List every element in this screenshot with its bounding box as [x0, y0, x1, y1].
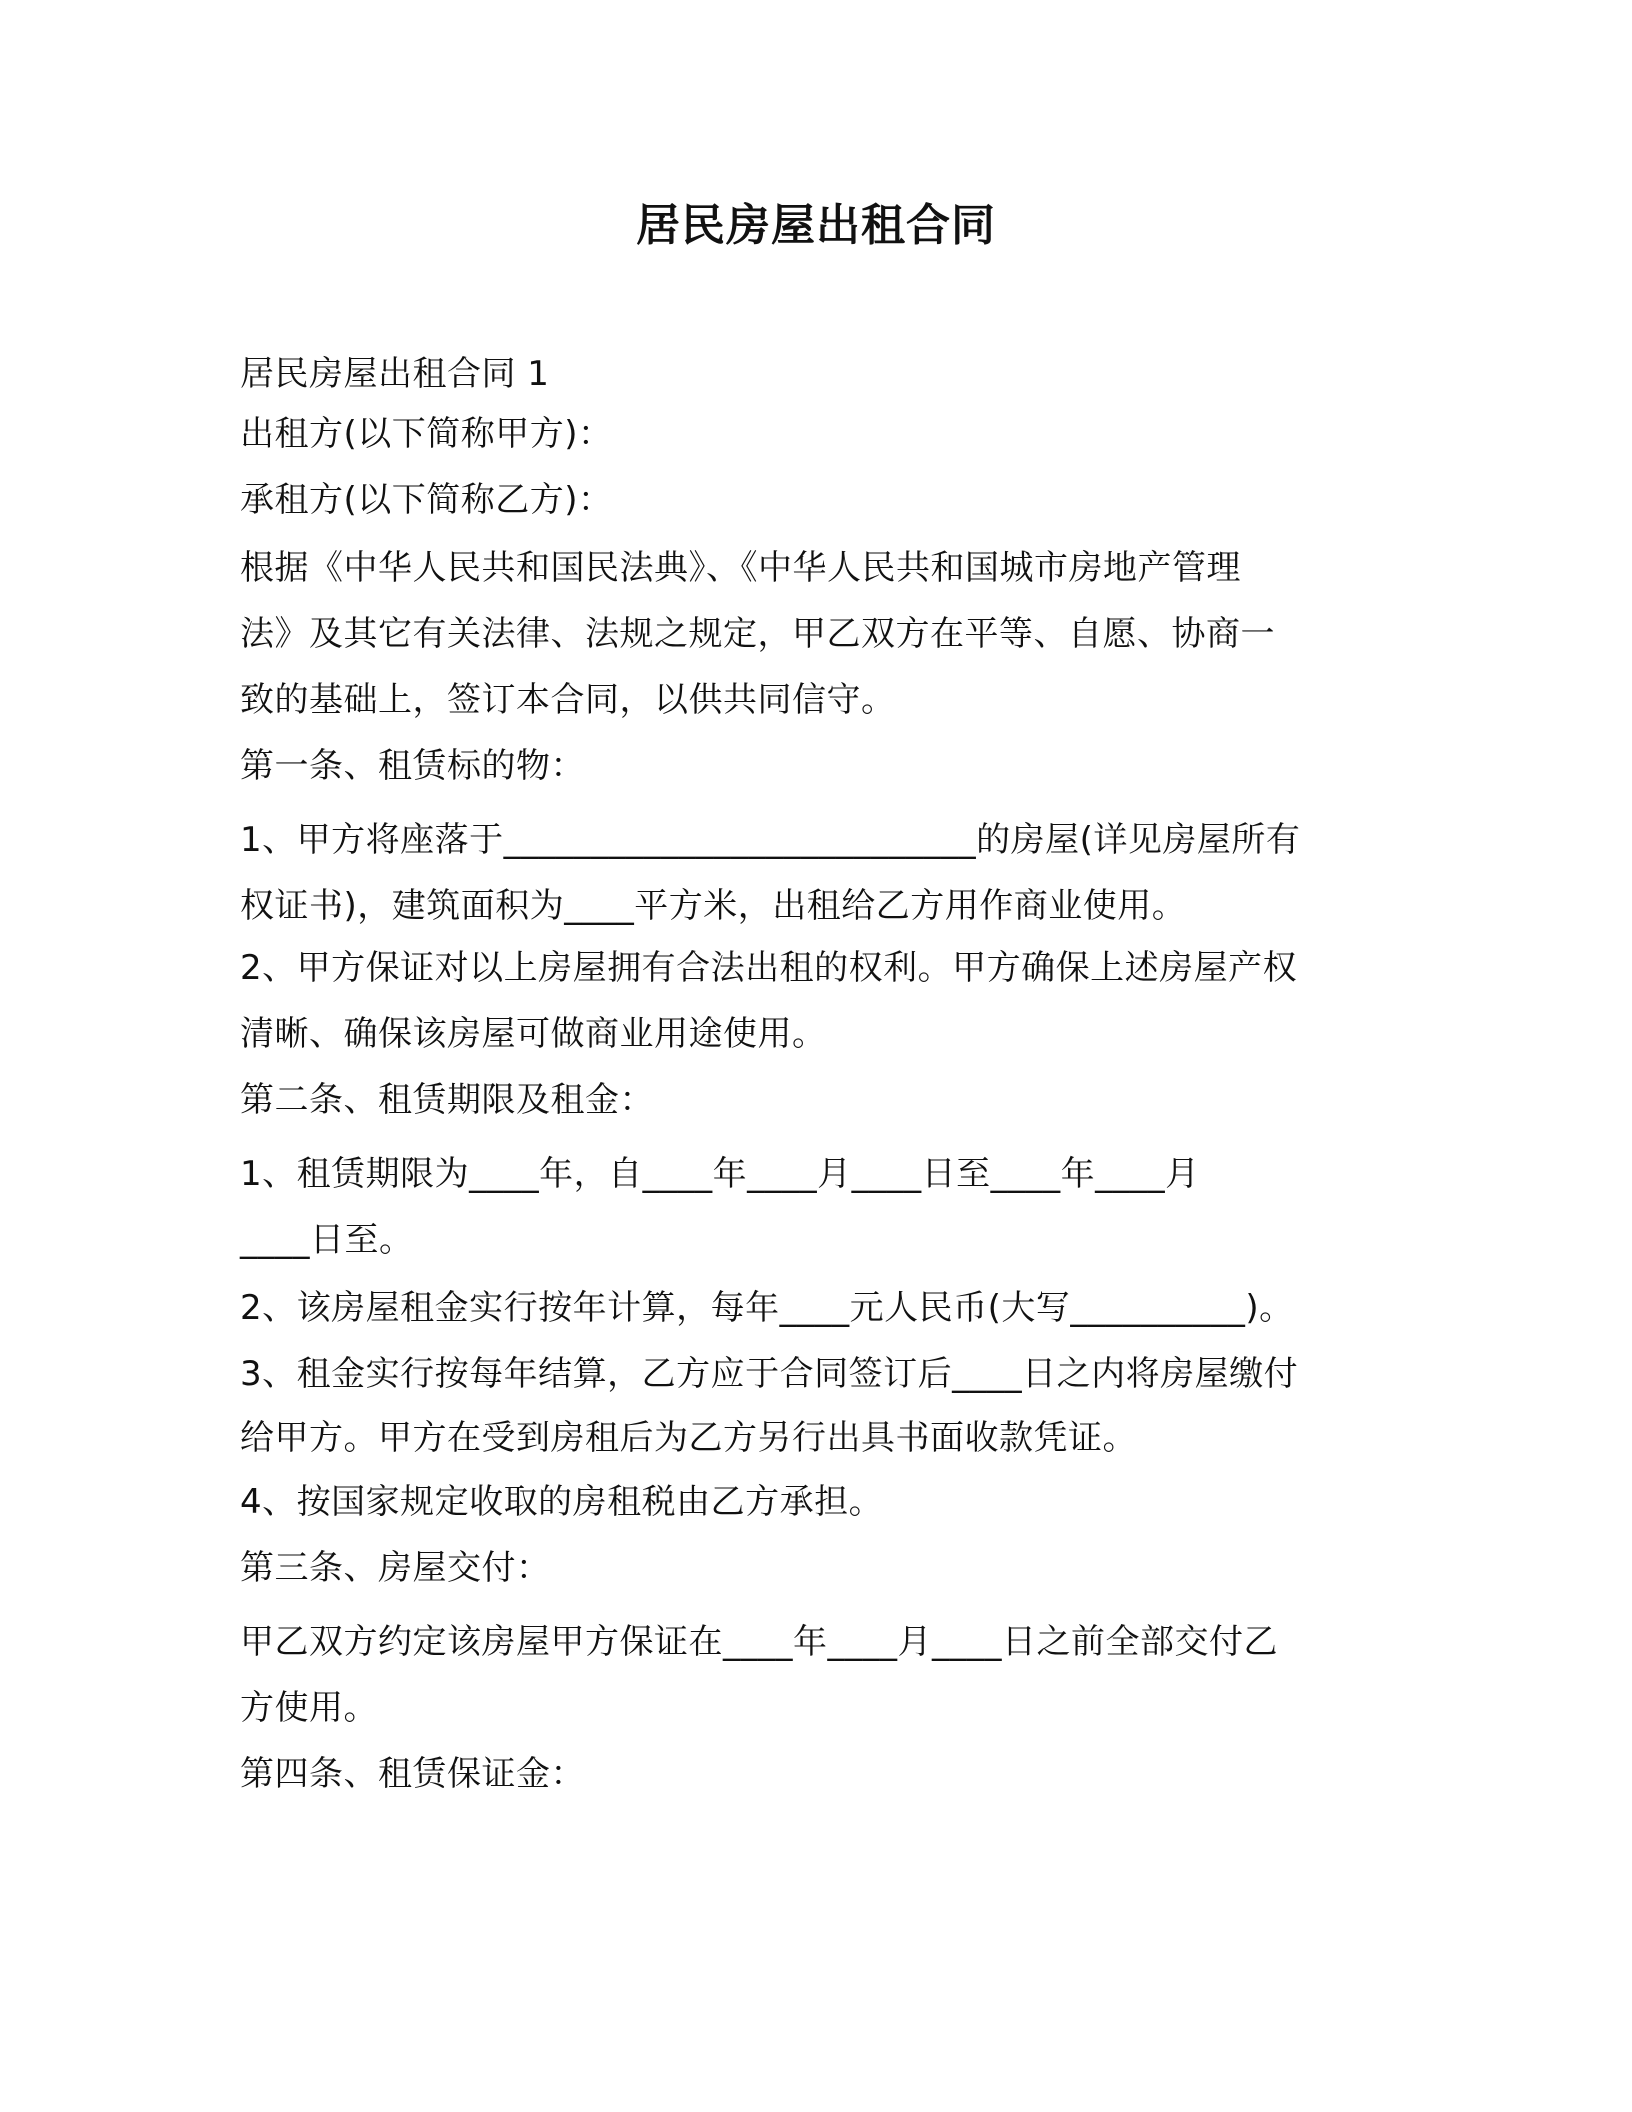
article-1-clause-line: 权证书)，建筑面积为____平方米，出租给乙方用作商业使用。: [240, 886, 1187, 926]
article-1-heading: 第一条、租赁标的物：: [240, 746, 585, 786]
article-3-clause-line: 甲乙双方约定该房屋甲方保证在____年____月____日之前全部交付乙: [240, 1622, 1278, 1662]
article-1-clause-line: 2、甲方保证对以上房屋拥有合法出租的权利。甲方确保上述房屋产权: [240, 948, 1298, 988]
preamble-line: 致的基础上，签订本合同，以供共同信守。: [240, 680, 896, 720]
article-2-clause-line: 2、该房屋租金实行按年计算，每年____元人民币(大写__________)。: [240, 1288, 1294, 1328]
article-2-clause-line: 1、租赁期限为____年，自____年____月____日至____年____月: [240, 1154, 1200, 1194]
preamble-line: 根据《中华人民共和国民法典》、《中华人民共和国城市房地产管理: [240, 548, 1241, 588]
article-2-clause-line: 4、按国家规定收取的房租税由乙方承担。: [240, 1482, 884, 1522]
article-2-heading: 第二条、租赁期限及租金：: [240, 1080, 654, 1120]
lessor-line: 出租方(以下简称甲方)：: [240, 414, 613, 454]
section-heading-contract-1: 居民房屋出租合同 1: [240, 354, 550, 394]
document-title: 居民房屋出租合同: [636, 200, 996, 251]
article-2-clause-line: ____日至。: [240, 1220, 414, 1260]
article-3-clause-line: 方使用。: [240, 1688, 378, 1728]
preamble-line: 法》及其它有关法律、法规之规定，甲乙双方在平等、自愿、协商一: [240, 614, 1275, 654]
article-1-clause-line: 清晰、确保该房屋可做商业用途使用。: [240, 1014, 827, 1054]
article-1-clause-line: 1、甲方将座落于___________________________的房屋(详见房屋所有: [240, 820, 1301, 860]
article-3-heading: 第三条、房屋交付：: [240, 1548, 551, 1588]
article-2-clause-line: 给甲方。甲方在受到房租后为乙方另行出具书面收款凭证。: [240, 1418, 1137, 1458]
article-2-clause-line: 3、租金实行按每年结算，乙方应于合同签订后____日之内将房屋缴付: [240, 1354, 1299, 1394]
lessee-line: 承租方(以下简称乙方)：: [240, 480, 613, 520]
article-4-heading: 第四条、租赁保证金：: [240, 1754, 585, 1794]
